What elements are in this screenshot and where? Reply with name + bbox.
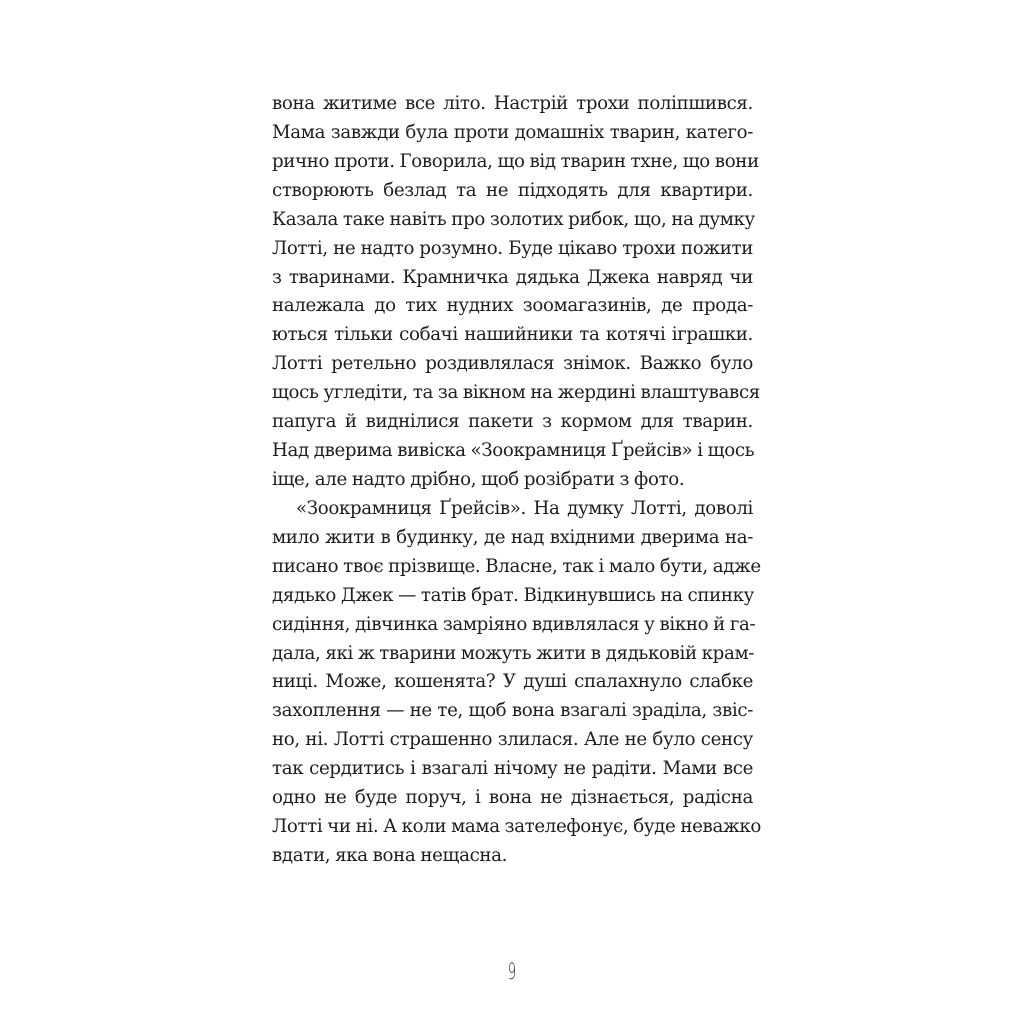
text-line: но, ні. Лотті страшенно злилася. Але не було сенсу bbox=[272, 729, 753, 751]
text-line: Казала таке навіть про золотих рибок, що, на думку bbox=[272, 208, 755, 230]
text-line: дала, які ж тварини можуть жити в дядьковій крам- bbox=[272, 642, 755, 664]
text-line: вдати, яка вона нещасна. bbox=[272, 844, 508, 866]
text-line: ниці. Може, кошенята? У душі спалахнуло слабке bbox=[272, 671, 753, 693]
text-line: належала до тих нудних зоомагазинів, де прода- bbox=[272, 295, 753, 317]
text-line: Лотті чи ні. А коли мама зателефонує, буде неважко bbox=[272, 816, 761, 838]
text-line: так сердитись і взагалі нічому не радіти. Мами все bbox=[272, 758, 753, 780]
text-line: Лотті, не надто розумно. Буде цікаво трохи пожити bbox=[272, 237, 753, 259]
text-line: папуга й виднілися пакети з кормом для тварин. bbox=[272, 411, 753, 433]
text-line: вона житиме все літо. Настрій трохи поліпшився. bbox=[272, 93, 753, 114]
text-line: щось угледіти, та за вікном на жердині влаштувався bbox=[272, 382, 760, 404]
text-line: мило жити в будинку, де над вхідними дверима на- bbox=[272, 526, 753, 548]
text-line: одно не буде поруч, і вона не дізнається, радісна bbox=[272, 787, 753, 809]
text-line: сидіння, дівчинка замріяно вдивлялася у вікно й га- bbox=[272, 613, 756, 635]
body-text bbox=[272, 90, 761, 871]
paragraph-1 bbox=[272, 90, 760, 495]
text-line: з тваринами. Крамничка дядька Джека навряд чи bbox=[272, 266, 753, 288]
text-line: Лотті ретельно роздивлялася знімок. Важко було bbox=[272, 353, 753, 375]
text-line: Мама завжди була проти домашніх тварин, катего- bbox=[272, 121, 753, 143]
text-line: рично проти. Говорила, що від тварин тхне, що вони bbox=[272, 150, 759, 172]
text-line: іще, але надто дрібно, щоб розібрати з фото. bbox=[272, 468, 685, 490]
text-line: дядько Джек — татів брат. Відкинувшись на спинку bbox=[272, 584, 755, 606]
page-number: 9 bbox=[507, 960, 517, 985]
text-line: створюють безлад та не підходять для квартири. bbox=[272, 179, 753, 201]
text-line: захоплення — не те, щоб вона взагалі зраділа, звіс- bbox=[272, 700, 753, 722]
text-line: ються тільки собачі нашийники та котячі іграшки. bbox=[272, 324, 753, 346]
text-line: писано твоє прізвище. Власне, так і мало бути, адже bbox=[272, 555, 761, 577]
paragraph-2 bbox=[272, 495, 761, 871]
text-line: Над дверима вивіска «Зоокрамниця Ґрейсів» і щось bbox=[272, 440, 755, 462]
text-line: «Зоокрамниця Ґрейсів». На думку Лотті, доволі bbox=[296, 497, 753, 519]
